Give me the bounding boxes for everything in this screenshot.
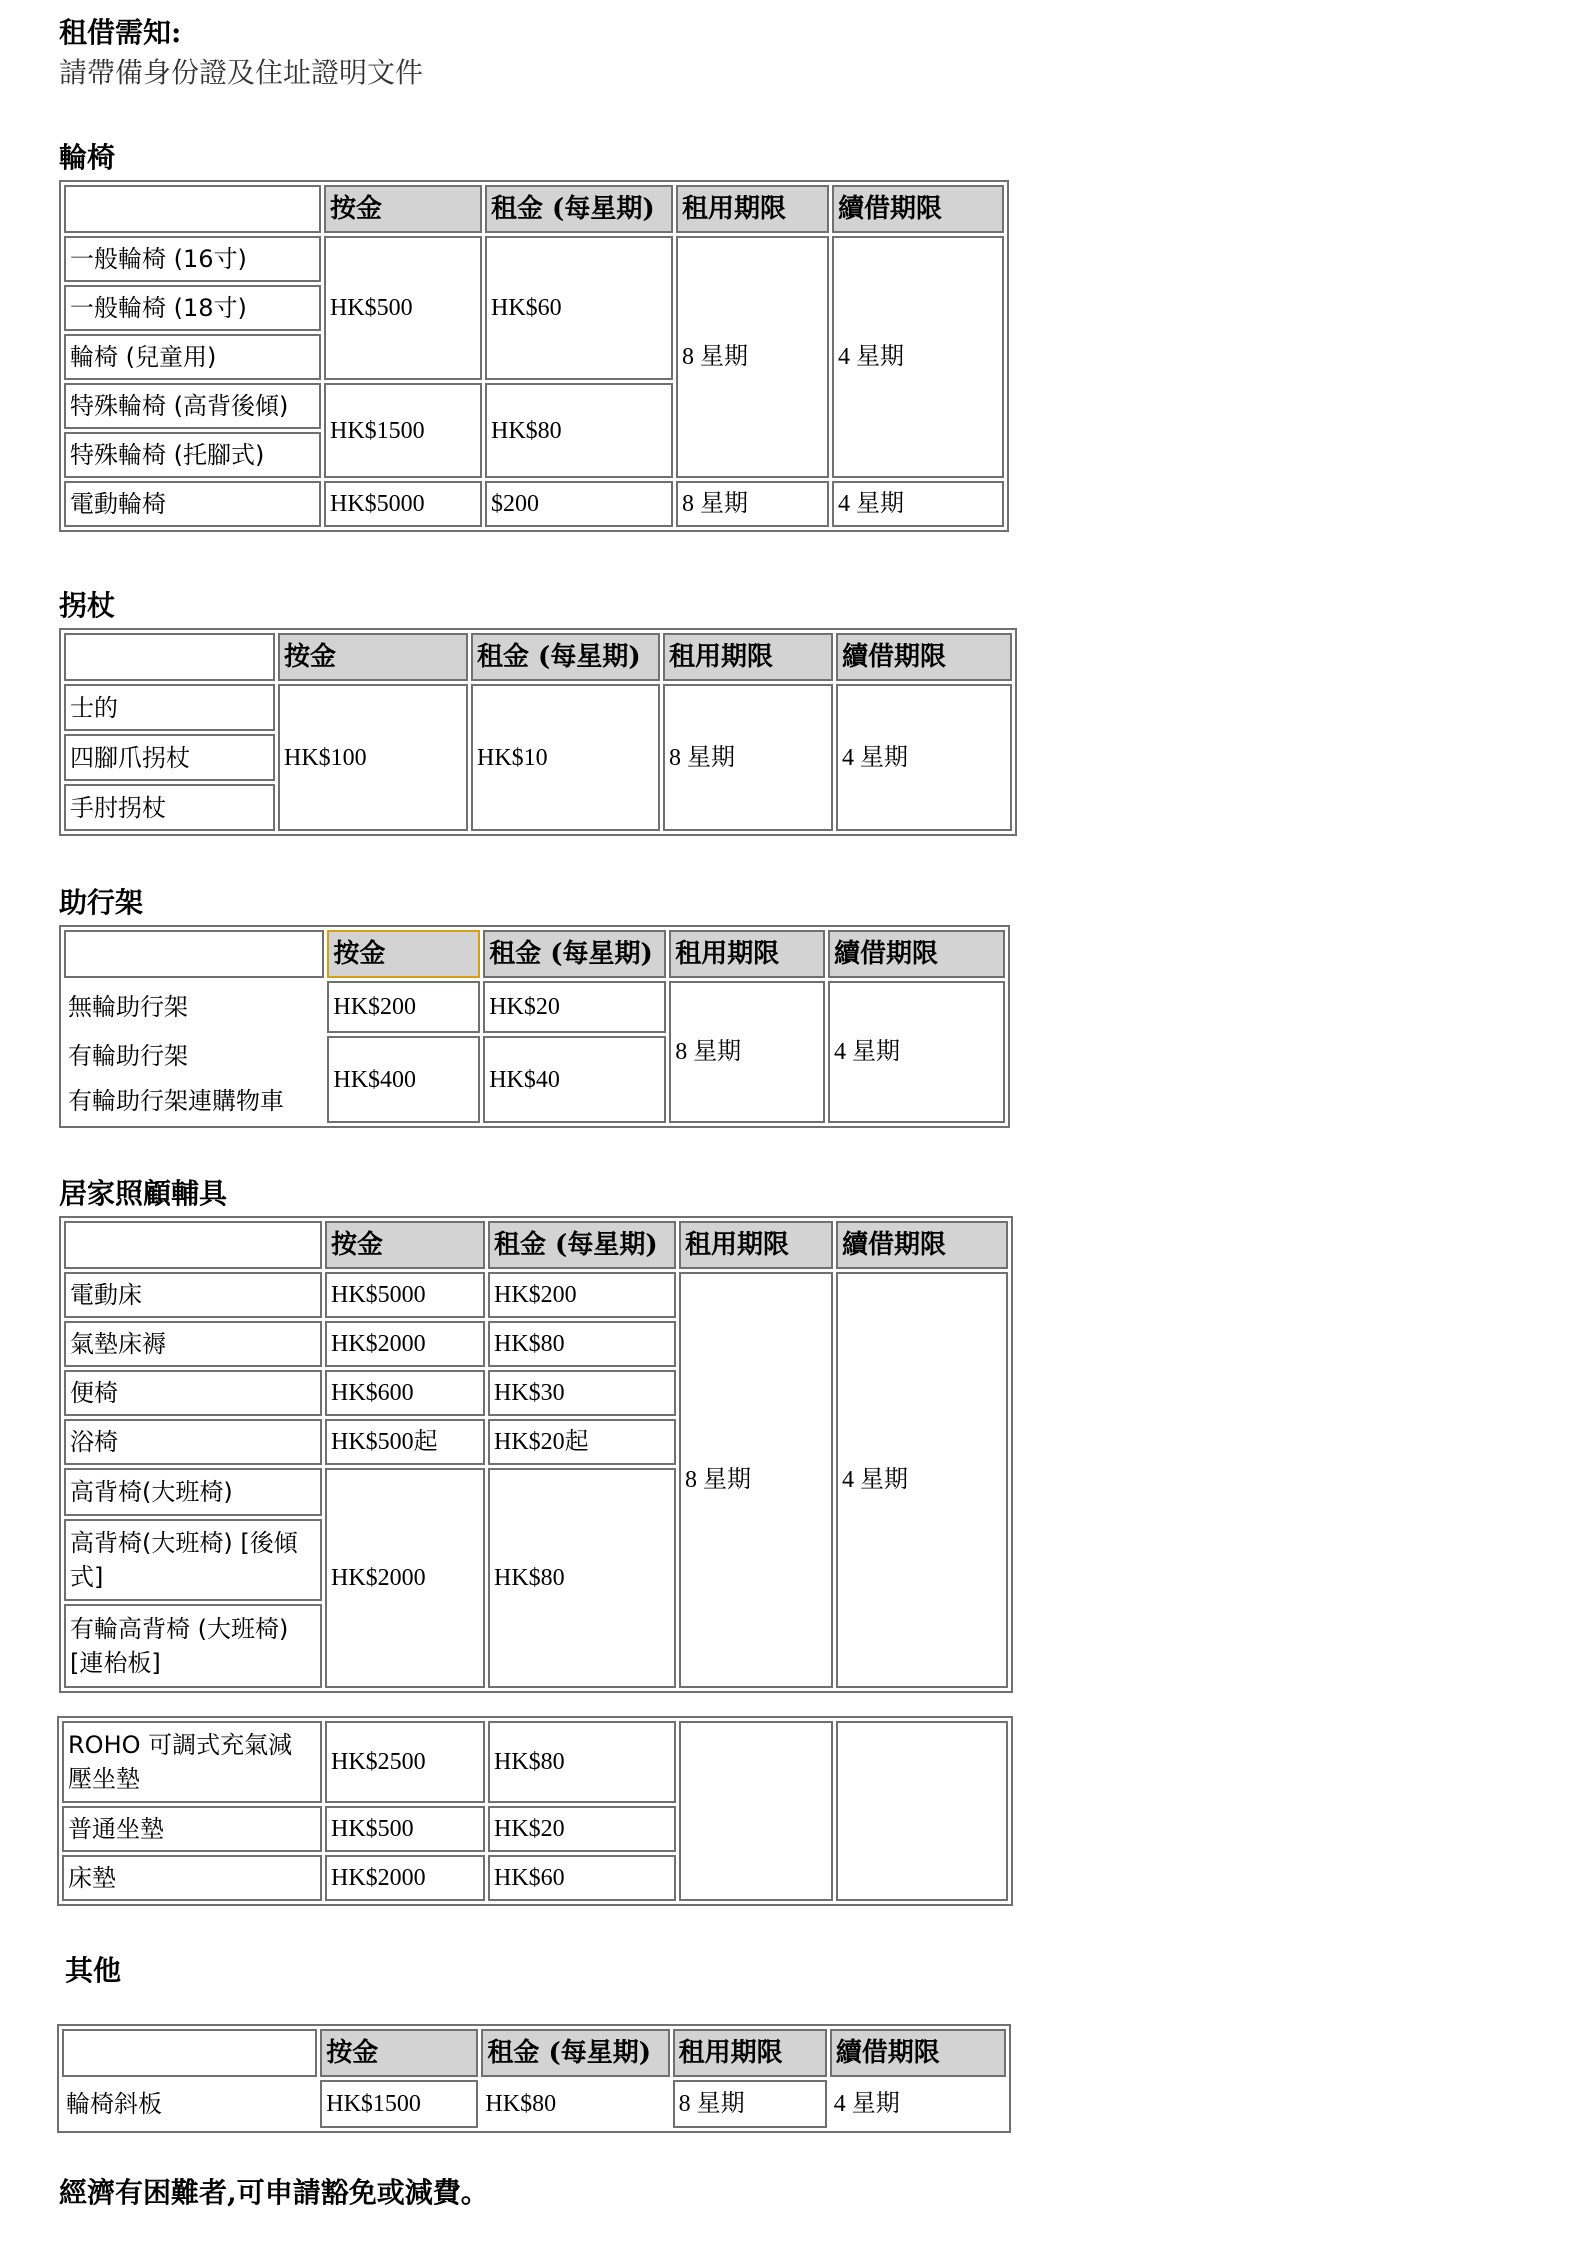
deposit-cell: HK$400 [327, 1036, 480, 1123]
deposit-cell: HK$5000 [325, 1272, 485, 1318]
renew-cell: 4 星期 [832, 236, 1004, 478]
deposit-cell: HK$500 [324, 236, 482, 380]
header-term: 租用期限 [663, 633, 833, 681]
header-renew: 續借期限 [836, 1221, 1008, 1269]
header-blank [64, 1221, 322, 1269]
rent-cell: $200 [485, 481, 673, 527]
rent-cell: HK$80 [488, 1321, 676, 1367]
deposit-cell: HK$5000 [324, 481, 482, 527]
deposit-cell: HK$500起 [325, 1419, 485, 1465]
header-rent: 租金 (每星期) [483, 930, 666, 978]
rent-cell: HK$60 [485, 236, 673, 380]
item-cell: 床墊 [62, 1855, 322, 1901]
renew-cell: 4 星期 [836, 1272, 1008, 1688]
rent-cell: HK$80 [488, 1721, 676, 1803]
wheelchair-table [59, 180, 1009, 532]
deposit-cell: HK$100 [278, 684, 468, 831]
renew-cell: 4 星期 [832, 481, 1004, 527]
header-renew: 續借期限 [832, 185, 1004, 233]
rent-cell: HK$30 [488, 1370, 676, 1416]
header-blank [64, 633, 275, 681]
renew-cell [836, 1721, 1008, 1901]
header-deposit: 按金 [327, 930, 480, 978]
header-term: 租用期限 [673, 2029, 827, 2077]
renew-cell: 4 星期 [833, 2091, 900, 2117]
rent-cell: HK$20 [483, 981, 666, 1033]
rent-cell: HK$10 [471, 684, 660, 831]
deposit-cell: HK$2000 [325, 1321, 485, 1367]
header-rent: 租金 (每星期) [488, 1221, 676, 1269]
item-cell: 一般輪椅 (18寸) [64, 285, 321, 331]
rent-cell: HK$80 [485, 383, 673, 478]
walker-table [59, 925, 1010, 1128]
header-deposit: 按金 [325, 1221, 485, 1269]
item-cell: 無輪助行架 [68, 993, 188, 1021]
rent-cell: HK$20起 [488, 1419, 676, 1465]
item-cell: 便椅 [64, 1370, 322, 1416]
item-cell: 電動床 [64, 1272, 322, 1318]
rent-cell: HK$20 [488, 1806, 676, 1852]
term-cell: 8 星期 [676, 481, 829, 527]
header-rent: 租金 (每星期) [485, 185, 673, 233]
section-title-homecare: 居家照顧輔具 [59, 1177, 228, 1210]
item-cell: 浴椅 [64, 1419, 322, 1465]
header-deposit: 按金 [278, 633, 468, 681]
deposit-cell: HK$1500 [324, 383, 482, 478]
notice-text: 請帶備身份證及住址證明文件 [59, 56, 424, 89]
deposit-cell: HK$500 [325, 1806, 485, 1852]
section-title-wheelchair: 輪椅 [59, 141, 116, 174]
header-rent: 租金 (每星期) [471, 633, 660, 681]
item-cell: 士的 [64, 684, 275, 731]
deposit-cell: HK$600 [325, 1370, 485, 1416]
term-cell: 8 星期 [663, 684, 833, 831]
term-cell: 8 星期 [676, 236, 829, 478]
deposit-cell: HK$2000 [325, 1855, 485, 1901]
header-renew: 續借期限 [836, 633, 1012, 681]
header-rent: 租金 (每星期) [481, 2029, 669, 2077]
crutches-table [59, 628, 1017, 836]
rent-cell: HK$80 [485, 2091, 557, 2117]
deposit-cell: HK$200 [327, 981, 480, 1033]
item-cell: 氣墊床褥 [64, 1321, 322, 1367]
fee-waiver-note: 經濟有困難者,可申請豁免或減費。 [59, 2176, 489, 2209]
item-cell: 輪椅斜板 [66, 2090, 162, 2118]
item-cell: 有輪高背椅 (大班椅) [連枱板] [64, 1604, 322, 1688]
header-term: 租用期限 [679, 1221, 833, 1269]
homecare-table [59, 1216, 1013, 1693]
header-term: 租用期限 [669, 930, 825, 978]
term-cell: 8 星期 [673, 2080, 827, 2128]
item-cell: 高背椅(大班椅) [64, 1468, 322, 1516]
item-cell: 手肘拐杖 [64, 784, 275, 831]
header-deposit: 按金 [324, 185, 482, 233]
section-title-walker: 助行架 [59, 886, 144, 919]
deposit-cell: HK$1500 [320, 2080, 478, 2128]
item-cell: 電動輪椅 [64, 481, 321, 527]
header-blank [64, 185, 321, 233]
rent-cell: HK$40 [483, 1036, 666, 1123]
item-cell: 四腳爪拐杖 [64, 734, 275, 781]
others-table [57, 2024, 1011, 2133]
item-cell: ROHO 可調式充氣減壓坐墊 [62, 1721, 322, 1803]
deposit-cell: HK$2000 [325, 1468, 485, 1688]
renew-cell: 4 星期 [828, 981, 1005, 1123]
item-cell: 特殊輪椅 (高背後傾) [64, 383, 321, 429]
item-cell: 有輪助行架 [68, 1042, 188, 1070]
rent-cell: HK$60 [488, 1855, 676, 1901]
header-blank [64, 930, 324, 978]
header-renew: 續借期限 [828, 930, 1005, 978]
term-cell: 8 星期 [679, 1272, 833, 1688]
item-cell: 特殊輪椅 (托腳式) [64, 432, 321, 478]
item-cell: 一般輪椅 (16寸) [64, 236, 321, 282]
item-cell: 普通坐墊 [62, 1806, 322, 1852]
cushion-table [57, 1716, 1013, 1906]
renew-cell: 4 星期 [836, 684, 1012, 831]
header-deposit: 按金 [320, 2029, 478, 2077]
term-cell [679, 1721, 833, 1901]
term-cell: 8 星期 [669, 981, 825, 1123]
notice-title: 租借需知: [59, 16, 182, 49]
header-term: 租用期限 [676, 185, 829, 233]
section-title-others: 其他 [65, 1954, 122, 1987]
rent-cell: HK$80 [488, 1468, 676, 1688]
rent-cell: HK$200 [488, 1272, 676, 1318]
deposit-cell: HK$2500 [325, 1721, 485, 1803]
item-cell: 高背椅(大班椅) [後傾式] [64, 1519, 322, 1601]
header-blank [62, 2029, 317, 2077]
item-cell: 輪椅 (兒童用) [64, 334, 321, 380]
section-title-crutches: 拐杖 [59, 589, 116, 622]
item-cell: 有輪助行架連購物車 [68, 1087, 284, 1115]
header-renew: 續借期限 [830, 2029, 1006, 2077]
